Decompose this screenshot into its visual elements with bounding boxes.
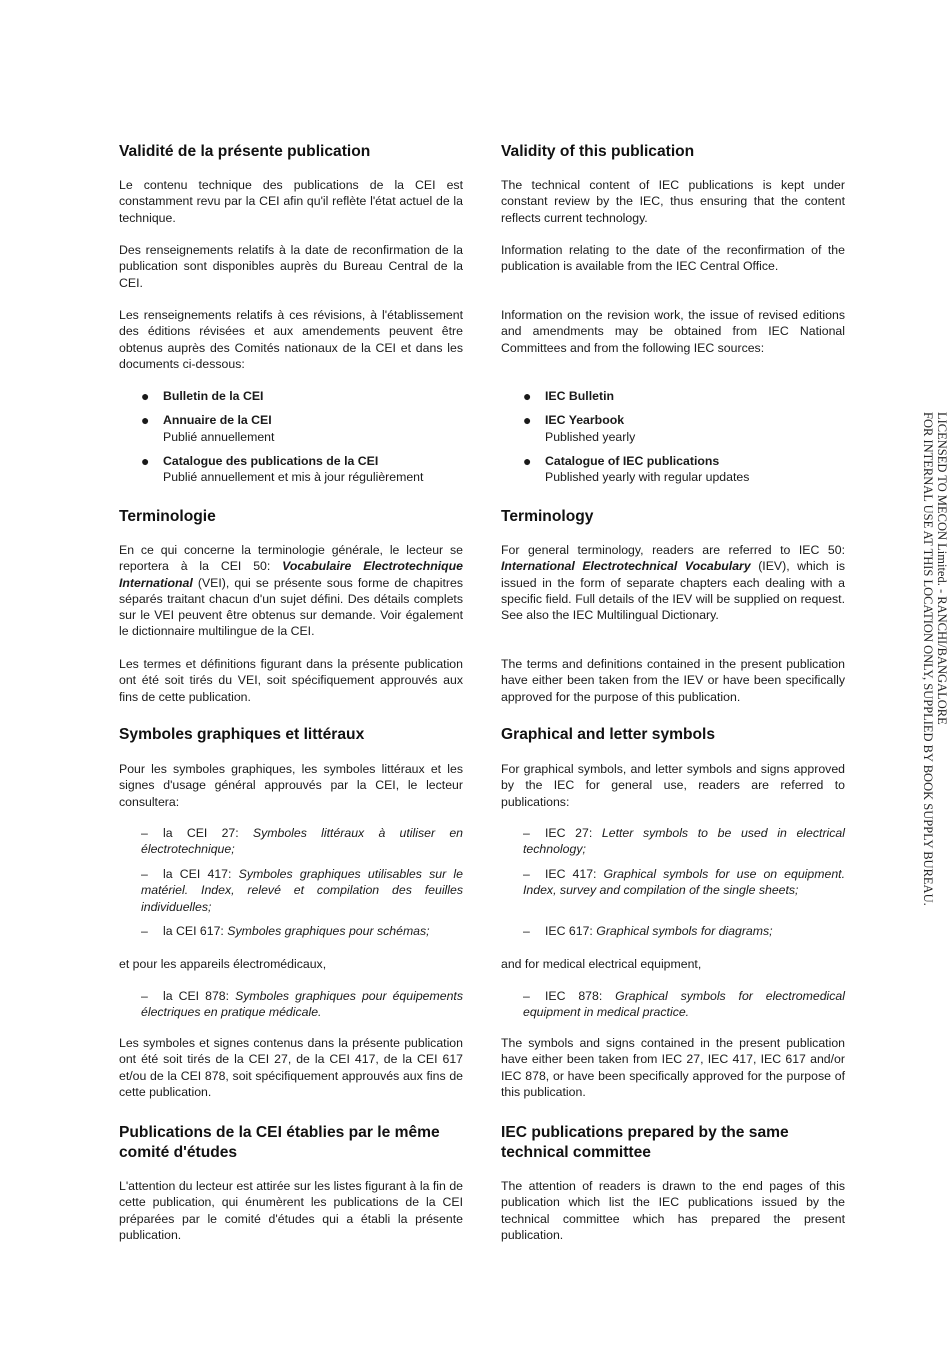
terminology-para-1-fr: En ce qui concerne la terminologie générale, le lecteur se reportera à la CEI 50: Vocabulaire Electrotechnique International (VEI), qui se présente sous forme de chapitres séparés traitant chacun d'un sujet défini. Des détails complets sur le VEI peuvent être obtenus sur demande. Voir également le dictionnaire multilingue de la CEI.	[119, 543, 464, 639]
bullet-item-fr: ● Annuaire de la CEI Publié annuellement	[141, 412, 275, 444]
validity-para-2-en: Information relating to the date of the reconfirmation of the publication is available from the IEC Central Office.	[501, 243, 845, 274]
bullet-item-fr: ● Catalogue des publications de la CEI Publié annuellement et mis à jour régulièrement	[141, 452, 424, 485]
license-side-note: LICENSED TO MECON Limited. - RANCHI/BANGALORE FOR INTERNAL USE AT THIS LOCATION ONLY, SUPPLIED BY BOOK SUPPLY BUREAU.	[921, 412, 949, 906]
bullet-icon: ●	[523, 412, 532, 429]
terminology-heading-en: Terminology	[501, 508, 594, 525]
validity-para-1-fr: Le contenu technique des publications de la CEI est constamment revu par la CEI afin qu'il reflète l'état actuel de la technique.	[119, 178, 463, 225]
symbols-para-2-fr: et pour les appareils électromédicaux,	[119, 957, 327, 971]
symbols-item-2-fr: – la CEI 417: Symboles graphiques utilisables sur le matériel. Index, relevé et compilation des feuilles individuelles;	[141, 867, 463, 914]
committee-para-en: The attention of readers is drawn to the end pages of this publication which list the IEC publications issued by the technical committee which has prepared the present publication.	[501, 1179, 845, 1242]
bullet-icon: ●	[141, 412, 150, 429]
terminology-para-2-fr: Les termes et définitions figurant dans la présente publication ont été soit tirés du VEI, soit spécifiquement approuvés aux fins de cette publication.	[119, 657, 463, 704]
committee-heading-en: IEC publications prepared by the same technical committee	[501, 1124, 789, 1161]
validity-para-3-en: Information on the revision work, the issue of revised editions and amendments may be obtained from IEC National Committees and from the following IEC sources:	[501, 308, 845, 355]
bullet-list-fr	[119, 388, 463, 485]
terminology-heading-fr: Terminologie	[119, 508, 216, 525]
symbols-heading-fr: Symboles graphiques et littéraux	[119, 726, 365, 743]
symbols-item-3-fr: – la CEI 617: Symboles graphiques pour schémas;	[141, 924, 430, 938]
bullet-icon: ●	[523, 452, 532, 469]
symbols-para-1-en: For graphical symbols, and letter symbols and signs approved by the IEC for general use, readers are referred to publications:	[501, 762, 845, 809]
validity-para-1-en: The technical content of IEC publications is kept under constant review by the IEC, thus ensuring that the content reflects current technology.	[501, 178, 845, 225]
terminology-para-2-en: The terms and definitions contained in the present publication have either been taken from the IEV or have been specifically approved for the purpose of this publication.	[501, 657, 845, 704]
symbols-para-2-en: and for medical electrical equipment,	[501, 957, 702, 971]
validity-para-3-fr: Les renseignements relatifs à ces révisions, à l'établissement des éditions révisées et aux amendements peuvent être obtenus auprès des Comités nationaux de la CEI et dans les documents ci-dessous:	[119, 308, 463, 371]
symbols-item-3-en: – IEC 617: Graphical symbols for diagrams;	[523, 924, 773, 938]
validity-heading-fr: Validité de la présente publication	[119, 143, 371, 160]
committee-heading-fr: Publications de la CEI établies par le même comité d'études	[119, 1124, 440, 1161]
validity-para-2-fr: Des renseignements relatifs à la date de reconfirmation de la publication sont disponibles auprès du Bureau Central de la CEI.	[119, 243, 463, 290]
symbols-para-3-fr: Les symboles et signes contenus dans la présente publication ont été soit tirés de la CEI 27, de la CEI 417, de la CEI 617 et/ou de la CEI 878, soit spécifiquement approuvés aux fins de cette publication.	[119, 1036, 463, 1099]
bullet-icon: ●	[141, 388, 150, 404]
symbols-item-4-en: – IEC 878: Graphical symbols for electromedical equipment in medical practice.	[523, 989, 846, 1020]
bullet-icon: ●	[141, 452, 150, 469]
terminology-para-1-en: For general terminology, readers are referred to IEC 50: International Electrotechnical Vocabulary (IEV), which is issued in the form of separate chapters each dealing with a specific field. Full details of the IEV will be supplied on request. See also the IEC Multilingual Dictionary.	[501, 543, 845, 623]
bullet-item-en: ● IEC Bulletin	[523, 388, 615, 404]
symbols-para-3-en: The symbols and signs contained in the present publication have either been taken from IEC 27, IEC 417, IEC 617 and/or IEC 878, or have been specifically approved for the purpose of this publication.	[501, 1036, 845, 1099]
bullet-list-en	[501, 388, 845, 485]
bullet-item-en: ● Catalogue of IEC publications Published yearly with regular updates	[523, 452, 750, 485]
committee-para-fr: L'attention du lecteur est attirée sur les listes figurant à la fin de cette publication, qui énumèrent les publications de la CEI préparées par le comité d'études qui a établi la présente publication.	[119, 1179, 463, 1242]
validity-heading-en: Validity of this publication	[501, 143, 695, 160]
bullet-item-en: ● IEC Yearbook Published yearly	[523, 412, 636, 444]
bullet-item-fr: ● Bulletin de la CEI	[141, 388, 264, 404]
bullet-icon: ●	[523, 388, 532, 404]
symbols-item-1-en: – IEC 27: Letter symbols to be used in electrical technology;	[523, 826, 845, 857]
symbols-item-1-fr: – la CEI 27: Symboles littéraux à utiliser en électrotechnique;	[141, 826, 463, 857]
symbols-item-4-fr: – la CEI 878: Symboles graphiques pour équipements électriques en pratique médicale.	[141, 989, 463, 1020]
symbols-heading-en: Graphical and letter symbols	[501, 726, 716, 743]
symbols-item-2-en: – IEC 417: Graphical symbols for use on equipment. Index, survey and compilation of the single sheets;	[523, 867, 846, 898]
symbols-para-1-fr: Pour les symboles graphiques, les symboles littéraux et les signes d'usage général approuvés par la CEI, le lecteur consultera:	[119, 762, 463, 809]
